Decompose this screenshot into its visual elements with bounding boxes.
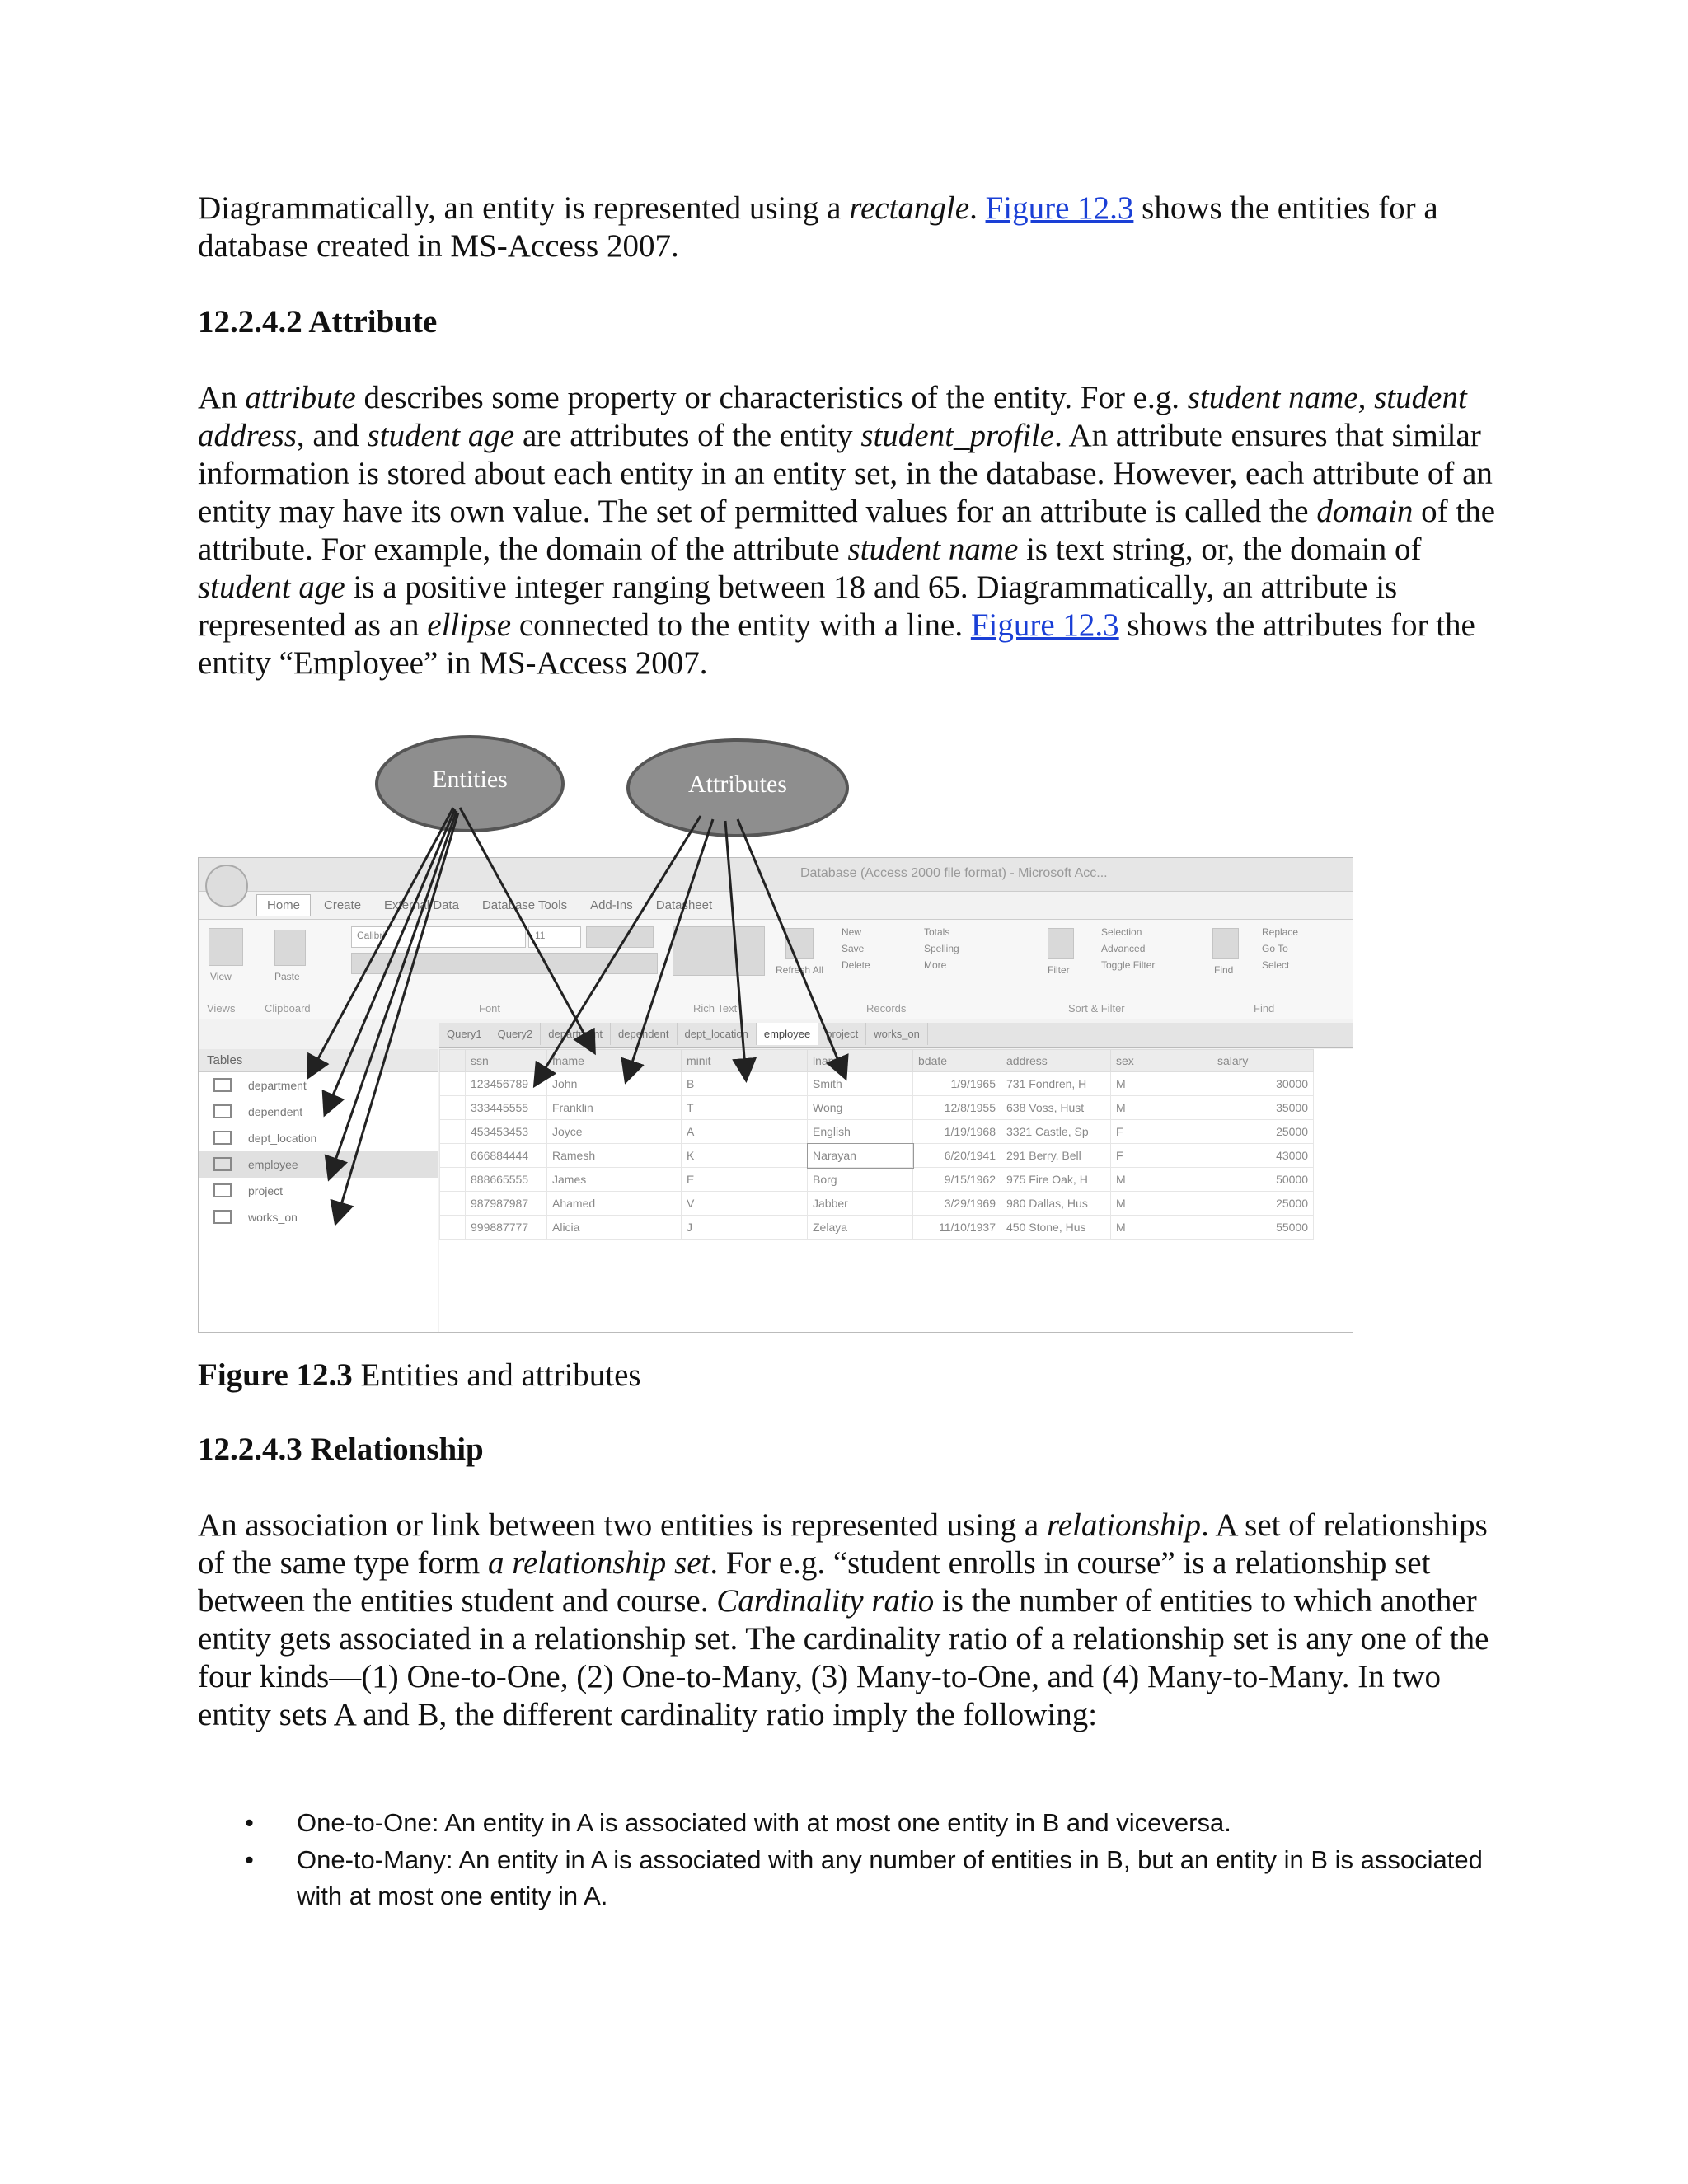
table-row[interactable]: 666884444 Ramesh K Narayan 6/20/1941 291 Berry, Bell F 43000 (440, 1144, 1314, 1168)
object-tab-employee[interactable]: employee (757, 1023, 818, 1045)
tab-external-data[interactable]: External Data (384, 898, 459, 912)
figure-entities-attributes (198, 725, 1352, 1331)
tab-datasheet[interactable]: Datasheet (655, 898, 713, 912)
object-tab[interactable]: dept_location (678, 1023, 757, 1045)
arrow-entities-query (460, 808, 593, 1051)
nav-item-employee[interactable]: employee (199, 1151, 438, 1178)
figure-link[interactable]: Figure 12.3 (985, 190, 1134, 226)
nav-item-dept-location[interactable]: dept_location (199, 1125, 438, 1151)
arrow-attr-fname (626, 819, 713, 1080)
tab-database-tools[interactable]: Database Tools (481, 898, 568, 912)
column-header-address[interactable]: address (1001, 1050, 1111, 1072)
ribbon: View Paste Calibri 11 Refresh All New Save Delete Totals Spelling More Filter Selection Advanced Toggle Filter Find Replace Go To Select Views Clipboard Font Rich Text Records Sort & Filter Find (199, 919, 1353, 1019)
list-item: • One-to-Many: An entity in A is associated with any number of entities in B, but an entity in B is associated with at most one entity in A. (198, 1842, 1500, 1915)
tab-home[interactable]: Home (256, 894, 311, 916)
table-row[interactable]: 453453453 Joyce A English 1/19/1968 3321 Castle, Sp F 25000 (440, 1120, 1314, 1144)
bullet-icon: • (245, 1808, 254, 1837)
figure-link-2[interactable]: Figure 12.3 (970, 607, 1119, 643)
column-header-fname[interactable]: fname (547, 1050, 682, 1072)
paragraph-entity: Diagrammatically, an entity is represented using a rectangle. Figure 12.3 shows the entities for a database created in MS-Access 2007. (198, 190, 1438, 264)
object-tab[interactable]: department (541, 1023, 611, 1045)
object-tab[interactable]: works_on (866, 1023, 928, 1045)
tab-add-ins[interactable]: Add-Ins (590, 898, 633, 912)
column-header-lname[interactable]: lname (808, 1050, 913, 1072)
arrow-entities-employee (336, 813, 458, 1221)
table-row[interactable]: 333445555 Franklin T Wong 12/8/1955 638 Voss, Hust M 35000 (440, 1096, 1314, 1120)
table-row[interactable]: 987987987 Ahamed V Jabber 3/29/1969 980 Dallas, Hus M 25000 (440, 1192, 1314, 1216)
table-row[interactable]: 999887777 Alicia J Zelaya 11/10/1937 450 Stone, Hus M 55000 (440, 1216, 1314, 1240)
heading-relationship: 12.2.4.3 Relationship (198, 1432, 484, 1467)
nav-item-works-on[interactable]: works_on (199, 1204, 438, 1230)
column-header-bdate[interactable]: bdate (913, 1050, 1001, 1072)
arrow-attr-minit (725, 821, 746, 1078)
paragraph-relationship: An association or link between two entities is represented using a relationship. A set of relationships of the same type form a relationship set. For e.g. “student enrolls in course” is a relationship set between the entities student and course. Cardinality ratio is the number of entities to which another entity gets associated in a relationship set. The cardinality ratio of a relationship set is any one of the four kinds—(1) One-to-One, (2) One-to-Many, (3) Many-to-One, and (4) Many-to-Many. In two entity sets A and B, the different cardinality ratio imply the following: (198, 1507, 1489, 1732)
oval-entities: Entities (375, 735, 565, 832)
cardinality-list (198, 1805, 1500, 1915)
object-tab[interactable]: Query2 (490, 1023, 542, 1045)
bullet-icon: • (245, 1845, 254, 1874)
table-row[interactable]: 123456789 John B Smith 1/9/1965 731 Fondren, H M 30000 (440, 1072, 1314, 1096)
column-header-sex[interactable]: sex (1111, 1050, 1212, 1072)
list-item: • One-to-One: An entity in A is associated with at most one entity in B and viceversa. (198, 1805, 1500, 1841)
object-tab[interactable]: dependent (611, 1023, 677, 1045)
arrow-attr-lname (738, 819, 845, 1076)
nav-item-project[interactable]: project (199, 1178, 438, 1204)
section-relationship (198, 1431, 1500, 1734)
nav-item-dependent[interactable]: dependent (199, 1099, 438, 1125)
oval-attributes: Attributes (626, 738, 849, 837)
document-body (198, 190, 1500, 682)
window-title: Database (Access 2000 file format) - Microsoft Acc... (800, 866, 1108, 880)
pointer-arrows (198, 725, 1352, 1331)
nav-item-department[interactable]: department (199, 1072, 438, 1099)
figure-caption: Figure 12.3 Entities and attributes (198, 1357, 641, 1393)
arrow-attr-ssn (536, 816, 701, 1084)
object-tab[interactable]: project (818, 1023, 866, 1045)
heading-attribute: 12.2.4.2 Attribute (198, 304, 438, 340)
column-header-ssn[interactable]: ssn (466, 1050, 547, 1072)
column-header-minit[interactable]: minit (682, 1050, 808, 1072)
object-tab[interactable]: Query1 (439, 1023, 490, 1045)
paragraph-attribute: An attribute describes some property or characteristics of the entity. For e.g. student name, student address, and student age are attributes of the entity student_profile. An attribute ensures that similar information is stored about each entity in an entity set, in the database. However, each attribute of an entity may have its own value. The set of permitted values for an attribute is called the domain of the attribute. For example, the domain of the attribute student name is text string, or, the domain of student age is a positive integer ranging between 18 and 65. Diagrammatically, an attribute is represented as an ellipse connected to the entity with a line. Figure 12.3 shows the attributes for the entity “Employee” in MS-Access 2007. (198, 380, 1496, 681)
column-header-salary[interactable]: salary (1212, 1050, 1314, 1072)
tab-create[interactable]: Create (324, 898, 362, 912)
nav-header[interactable]: Tables (199, 1049, 438, 1072)
table-row[interactable]: 888665555 James E Borg 9/15/1962 975 Fire Oak, H M 50000 (440, 1168, 1314, 1192)
arrow-entities-dept-location (330, 811, 457, 1177)
arrow-entities-department (309, 808, 453, 1076)
arrow-entities-dependent (326, 809, 455, 1113)
